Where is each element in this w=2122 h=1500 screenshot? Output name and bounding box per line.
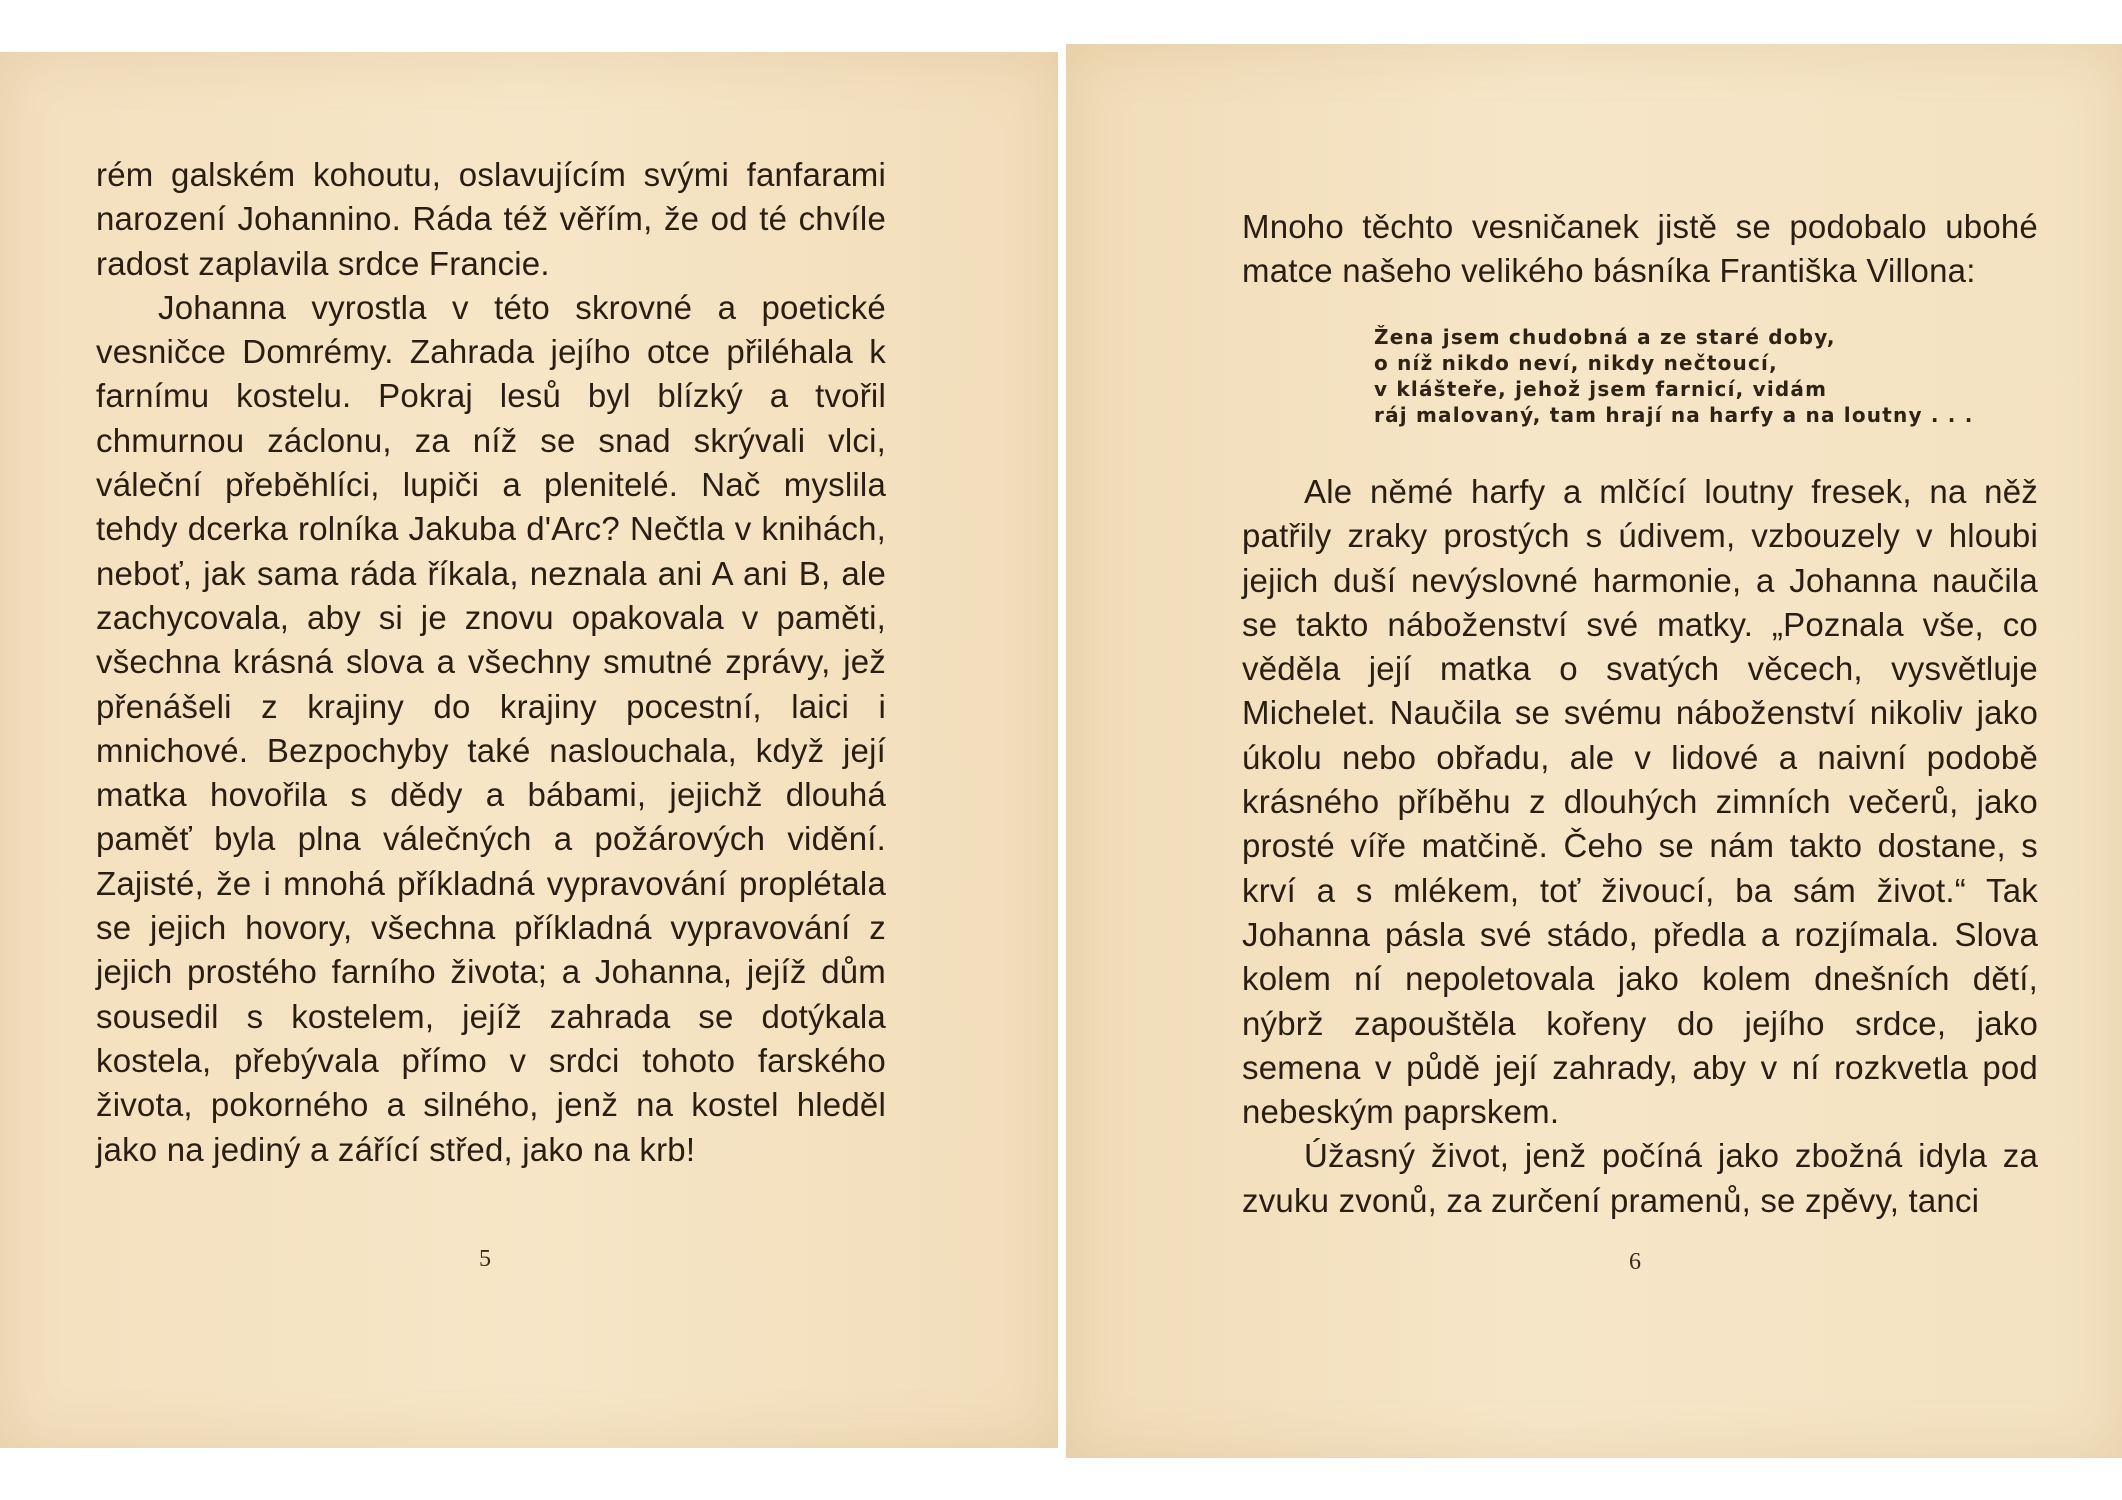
verse-line-2: o níž nikdo neví, nikdy nečtoucí,: [1374, 351, 1778, 375]
right-paragraph-2: Úžasný život, jenž počíná jako zbožná idyla za zvuku zvonů, za zurčení pramenů, se zpěvy, tanci: [1242, 1137, 2038, 1219]
verse-line-4: ráj malovaný, tam hrají na harfy a na loutny . . .: [1374, 403, 1974, 427]
right-page-text: [1242, 470, 2038, 1223]
page-number-right: 6: [1629, 1249, 1641, 1275]
right-paragraph-1: Ale němé harfy a mlčící loutny fresek, na něž patřily zraky prostých s údivem, vzbouzely v hloubi jejich duší nevýslovné harmonie, a Johanna naučila se takto náboženství své matky. „Poznala vše, co věděla její matka o svatých věcech, vysvětluje Michelet. Naučila se svému náboženství nikoliv jako úkolu nebo obřadu, ale v lidové a naivní podobě krásného příběhu z dlouhých zimních večerů, jako prosté víře matčině. Čeho se nám takto dostane, s krví a s mlékem, toť živoucí, ba sám život.“ Tak Johanna pásla své stádo, předla a rozjímala. Slova kolem ní nepoletovala jako kolem dnešních dětí, nýbrž zapouštěla kořeny do jejího srdce, jako semena v půdě její zahrady, aby v ní rozkvetla pod nebeským paprskem.: [1242, 473, 2038, 1131]
left-paragraph-2: Johanna vyrostla v této skrovné a poetické vesničce Domrémy. Zahrada jejího otce přiléhala k farnímu kostelu. Pokraj lesů byl blízký a tvořil chmurnou záclonu, za níž se snad skrývali vlci, váleční přeběhlíci, lupiči a plenitelé. Nač myslila tehdy dcerka rolníka Jakuba d'Arc? Nečtla v knihách, neboť, jak sama ráda říkala, neznala ani A ani B, ale zachycovala, aby si je znovu opakovala v paměti, všechna krásná slova a všechny smutné zprávy, jež přenášeli z krajiny do krajiny pocestní, laici i mnichové. Bezpochyby také naslouchala, když její matka hovořila s dědy a bábami, jejichž dlouhá paměť byla plna válečných a požárových vidění. Zajisté, že i mnohá příkladná vypravování proplétala se jejich hovory, všechna příkladná vypravování z jejich prostého farního života; a Johanna, jejíž dům sousedil s kostelem, jejíž zahrada se dotýkala kostela, přebývala přímo v srdci tohoto farského života, pokorného a silného, jenž na kostel hleděl jako na jediný a zářící střed, jako na krb!: [96, 288, 886, 1168]
verse-line-3: v klášteře, jehož jsem farnicí, vidám: [1374, 377, 1828, 401]
left-paragraph-1: rém galském kohoutu, oslavujícím svými fanfarami narození Johannino. Ráda též věřím, že od té chvíle radost zaplavila srdce Francie.: [96, 156, 886, 282]
verse-line-1: Žena jsem chudobná a ze staré doby,: [1374, 325, 1836, 349]
villon-verse: [1374, 324, 2014, 428]
page-number-left: 5: [479, 1246, 491, 1272]
right-intro-paragraph: Mnoho těchto vesničanek jistě se podobalo ubohé matce našeho velikého básníka Františka Villona:: [1242, 208, 2038, 290]
left-page-text: [96, 153, 886, 1172]
book-gutter: [1058, 44, 1066, 1458]
right-page-intro: [1242, 205, 2038, 294]
